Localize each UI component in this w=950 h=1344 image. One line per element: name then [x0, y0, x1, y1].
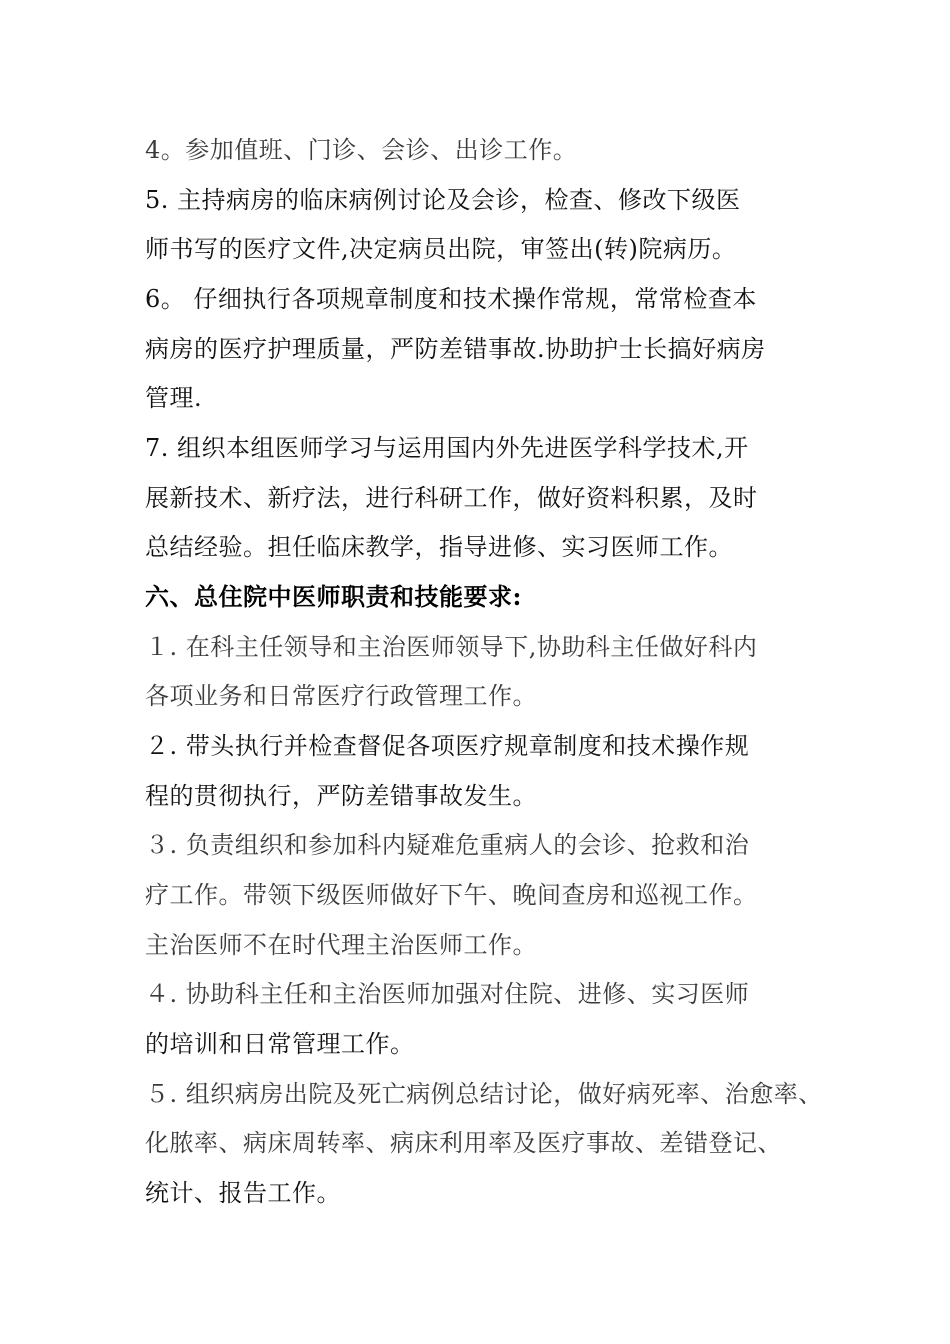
- text-line: １. 在科主任领导和主治医师领导下,协助科主任做好科内: [145, 633, 758, 661]
- text-line: 5. 主持病房的临床病例讨论及会诊，检查、修改下级医: [145, 186, 741, 214]
- text-line: 总结经验。担任临床教学，指导进修、实习医师工作。: [145, 533, 733, 561]
- text-line: 的培训和日常管理工作。: [145, 1030, 415, 1058]
- text-line: 化脓率、病床周转率、病床利用率及医疗事故、差错登记、: [145, 1129, 782, 1157]
- text-line: 主治医师不在时代理主治医师工作。: [145, 931, 537, 959]
- text-line: 师书写的医疗文件,决定病员出院，审签出(转)院病历。: [145, 235, 737, 263]
- text-line: 程的贯彻执行，严防差错事故发生。: [145, 782, 537, 810]
- text-line: ４. 协助科主任和主治医师加强对住院、进修、实习医师: [145, 980, 750, 1008]
- text-line: ３. 负责组织和参加科内疑难危重病人的会诊、抢救和治: [145, 831, 750, 859]
- text-line: 病房的医疗护理质量，严防差错事故.协助护士长搞好病房: [145, 335, 766, 363]
- text-line: 管理.: [145, 384, 203, 412]
- text-line: ５. 组织病房出院及死亡病例总结讨论，做好病死率、治愈率、: [145, 1080, 823, 1108]
- text-line: 4。参加值班、门诊、会诊、出诊工作。: [145, 136, 578, 164]
- text-line: 各项业务和日常医疗行政管理工作。: [145, 682, 537, 710]
- text-line: 6。 仔细执行各项规章制度和技术操作常规，常常检查本: [145, 285, 757, 313]
- text-line: 7. 组织本组医师学习与运用国内外先进医学科学技术,开: [145, 434, 749, 462]
- text-line: 统计、报告工作。: [145, 1179, 341, 1207]
- text-line: 展新技术、新疗法，进行科研工作，做好资料积累，及时: [145, 484, 758, 512]
- text-line: 疗工作。带领下级医师做好下午、晚间查房和巡视工作。: [145, 881, 758, 909]
- section-heading: 六、总住院中医师职责和技能要求:: [145, 582, 522, 611]
- text-line: ２. 带头执行并检查督促各项医疗规章制度和技术操作规: [145, 732, 750, 760]
